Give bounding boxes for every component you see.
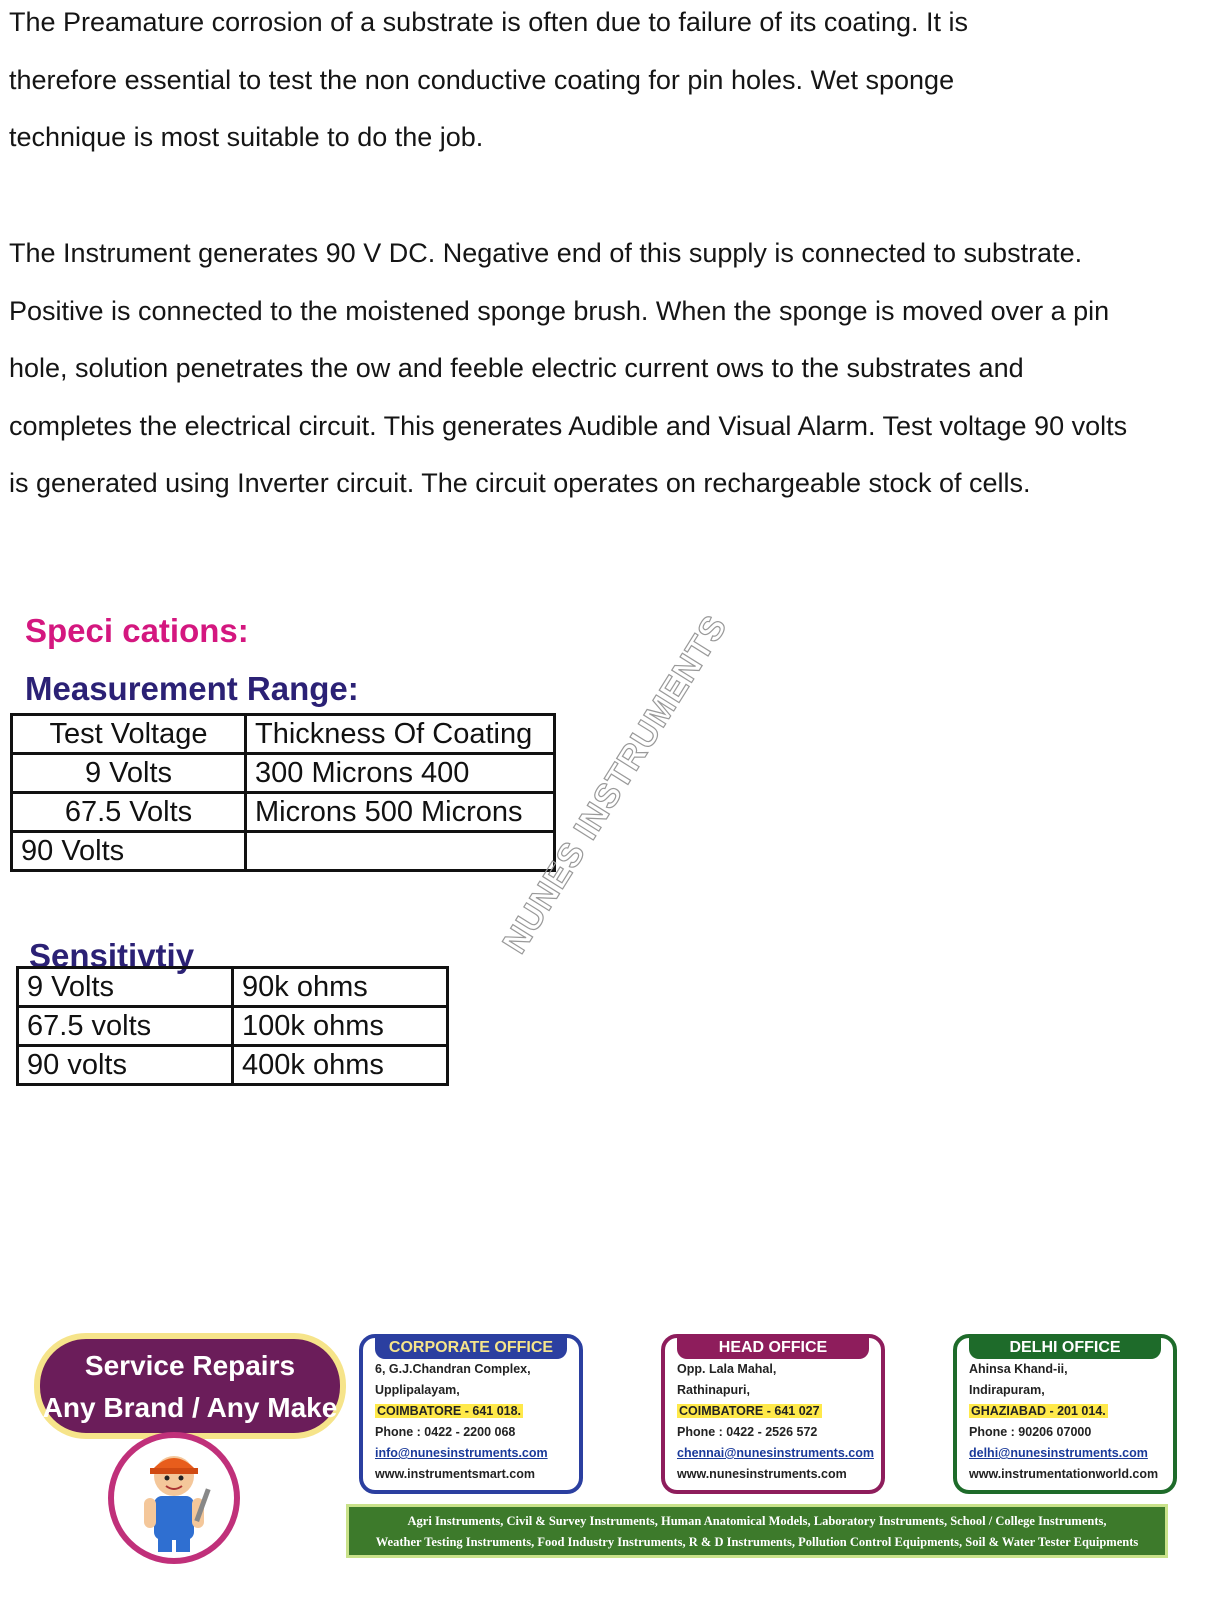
- specifications-heading: Speci cations:: [25, 612, 249, 649]
- table-cell: 100k ohms: [233, 1007, 448, 1046]
- office-phone: Phone : 0422 - 2526 572: [677, 1425, 818, 1439]
- table-cell: 9 Volts: [18, 968, 233, 1007]
- sensitivity-table: [16, 966, 449, 1086]
- office-website[interactable]: www.nunesinstruments.com: [677, 1467, 847, 1481]
- watermark: NUNES INSTRUMENTS: [495, 608, 735, 961]
- table-cell: 67.5 Volts: [12, 793, 246, 832]
- table-row: [18, 1046, 448, 1085]
- office-email-link[interactable]: chennai@nunesinstruments.com: [677, 1446, 874, 1460]
- table-row: [12, 754, 555, 793]
- office-city: COIMBATORE - 641 027: [679, 1404, 820, 1418]
- table-header-cell: Test Voltage: [12, 715, 246, 754]
- table-cell: 90 Volts: [12, 832, 246, 871]
- office-title: CORPORATE OFFICE: [375, 1337, 567, 1359]
- office-address: Indirapuram,: [969, 1383, 1045, 1397]
- office-city: GHAZIABAD - 201 014.: [971, 1404, 1106, 1418]
- table-row: [12, 832, 555, 871]
- office-address: Opp. Lala Mahal,: [677, 1362, 777, 1376]
- office-email-link[interactable]: delhi@nunesinstruments.com: [969, 1446, 1148, 1460]
- table-header-cell: Thickness Of Coating: [246, 715, 555, 754]
- office-title: DELHI OFFICE: [969, 1337, 1161, 1359]
- office-website[interactable]: www.instrumentsmart.com: [375, 1467, 535, 1481]
- corporate-office-card: [359, 1334, 583, 1494]
- service-line: Service Repairs: [84, 1350, 296, 1381]
- intro-paragraph: The Preamature corrosion of a substrate is often due to failure of its coating. It is therefore essential to test the non conductive coating for pin holes. Wet sponge technique is most suitable to do the job.: [9, 7, 968, 152]
- office-website[interactable]: www.instrumentationworld.com: [969, 1467, 1159, 1481]
- service-line: Any Brand / Any Make: [42, 1392, 338, 1423]
- table-cell: 9 Volts: [12, 754, 246, 793]
- banner-line: Agri Instruments, Civil & Survey Instruments, Human Anatomical Models, Laboratory Instruments, School / College Instruments,: [407, 1514, 1107, 1528]
- mechanic-mascot-icon: [108, 1432, 240, 1564]
- office-email-link[interactable]: info@nunesinstruments.com: [375, 1446, 548, 1460]
- table-row: [12, 793, 555, 832]
- office-phone: Phone : 90206 07000: [969, 1425, 1092, 1439]
- table-cell: 90 volts: [18, 1046, 233, 1085]
- office-address: Upplipalayam,: [375, 1383, 460, 1397]
- sensitivity-heading: Sensitivtiy: [29, 937, 195, 974]
- table-cell: 300 Microns 400: [246, 754, 555, 793]
- head-office-card: [661, 1334, 885, 1494]
- office-address: 6, G.J.Chandran Complex,: [375, 1362, 531, 1376]
- table-row: [12, 715, 555, 754]
- office-city: COIMBATORE - 641 018.: [377, 1404, 522, 1418]
- office-title: HEAD OFFICE: [677, 1337, 869, 1359]
- table-cell: [246, 832, 555, 871]
- table-row: [18, 1007, 448, 1046]
- table-cell: 67.5 volts: [18, 1007, 233, 1046]
- table-cell: 400k ohms: [233, 1046, 448, 1085]
- measurement-range-heading: Measurement Range:: [25, 670, 359, 707]
- office-address: Rathinapuri,: [677, 1383, 750, 1397]
- office-address: Ahinsa Khand-ii,: [969, 1362, 1068, 1376]
- banner-line: Weather Testing Instruments, Food Industry Instruments, R & D Instruments, Pollution Control Equipments, Soil & Water Tester Equipments: [375, 1535, 1139, 1549]
- delhi-office-card: [953, 1334, 1177, 1494]
- table-row: [18, 968, 448, 1007]
- table-cell: Microns 500 Microns: [246, 793, 555, 832]
- measurement-range-table: [10, 713, 556, 872]
- office-phone: Phone : 0422 - 2200 068: [375, 1425, 516, 1439]
- service-repairs-badge: [34, 1333, 346, 1439]
- description-paragraph: The Instrument generates 90 V DC. Negative end of this supply is connected to substrate. Positive is connected to the moistened sponge brush. When the sponge is moved over a pin hole, solution penetrates the ow and feeble electric current ows to the substrates and completes the electrical circuit. This generates Audible and Visual Alarm. Test voltage 90 volts is generated using Inverter circuit. The circuit operates on rechargeable stock of cells.: [9, 238, 1128, 498]
- table-cell: 90k ohms: [233, 968, 448, 1007]
- product-categories-banner: [346, 1504, 1168, 1558]
